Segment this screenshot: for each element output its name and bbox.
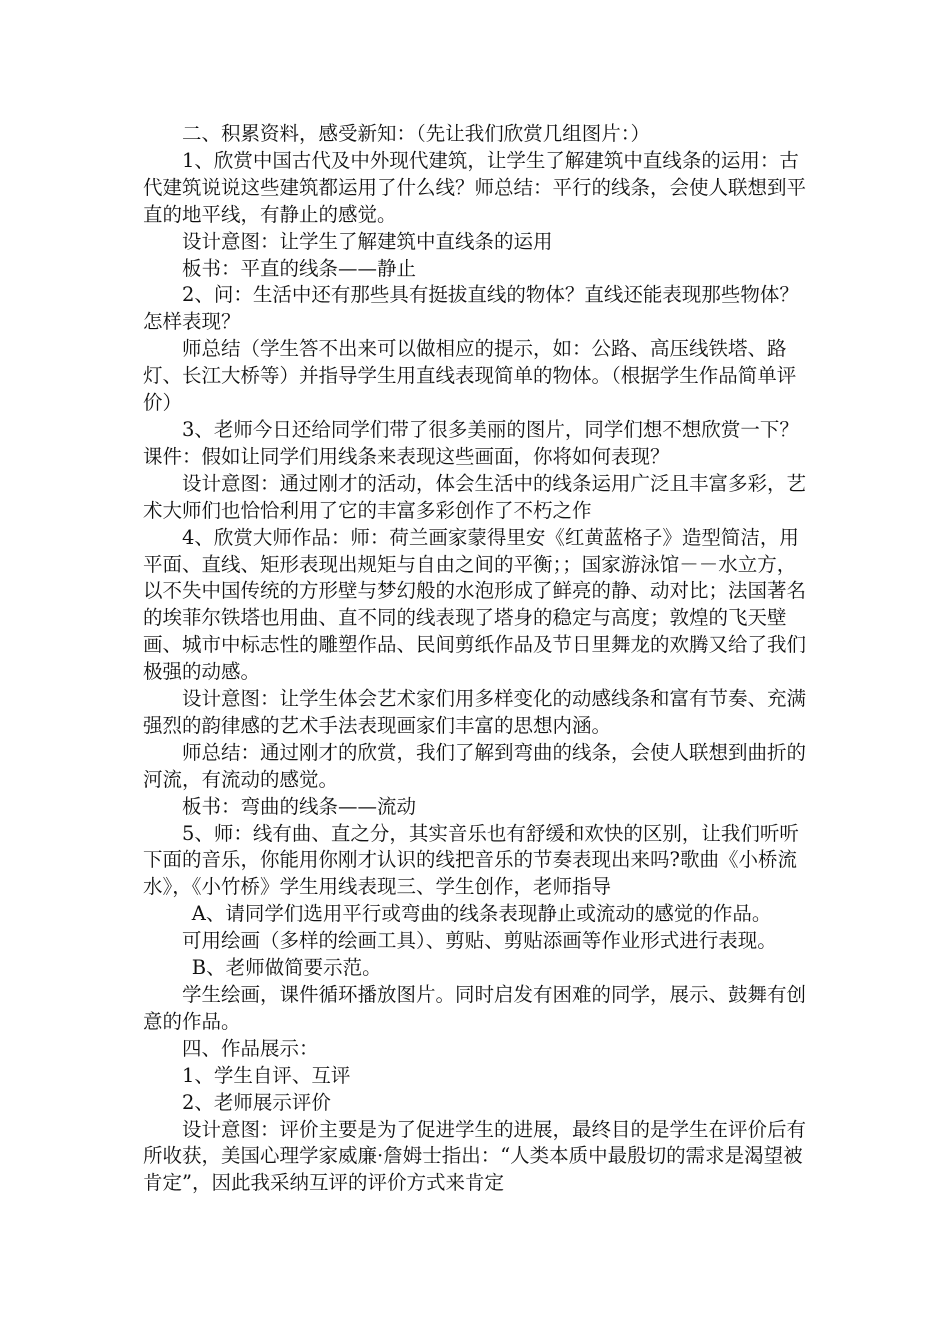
design-intent-4: 设计意图：评价主要是为了促进学生的进展，最终目的是学生在评价后有所收获，美国心理学家威廉·詹姆士指出：“人类本质中最殷切的需求是渴望被肯定”，因此我采纳互评的评价方式来肯定	[143, 1117, 807, 1195]
teacher-summary-1: 师总结（学生答不出来可以做相应的提示，如：公路、高压线铁塔、路灯、长江大桥等）并指导学生用直线表现简单的物体。（根据学生作品简单评价）	[143, 337, 797, 415]
design-intent-3: 设计意图：让学生体会艺术家们用多样变化的动感线条和富有节奏、充满强烈的韵律感的艺术手法表现画家们丰富的思想内涵。	[143, 687, 807, 737]
teacher-summary-2: 师总结：通过刚才的欣赏，我们了解到弯曲的线条，会使人联想到曲折的河流，有流动的感觉。	[143, 740, 807, 791]
document-body	[143, 121, 815, 1197]
section-heading-two: 二、积累资料，感受新知：（先让我们欣赏几组图片：）	[182, 122, 651, 145]
step-a: A、请同学们选用平行或弯曲的线条表现静止或流动的感觉的作品。	[191, 902, 772, 926]
step-b: B、老师做简要示范。	[191, 956, 382, 980]
paragraph-item-2: 2、问：生活中还有那些具有挺拔直线的物体？直线还能表现那些物体？怎样表现？	[143, 283, 799, 334]
evaluation-item-2: 2、老师展示评价	[182, 1090, 331, 1114]
design-intent-2: 设计意图：通过刚才的活动，体会生活中的线条运用广泛且丰富多彩，艺术大师们也恰恰利用了它的丰富多彩创作了不朽之作	[143, 471, 807, 522]
board-note-2: 板书：弯曲的线条——流动	[182, 794, 417, 818]
board-note-1: 板书：平直的线条——静止	[182, 256, 417, 280]
paragraph-item-4: 4、欣赏大师作品：师：荷兰画家蒙得里安《红黄蓝格子》造型简洁，用平面、直线、矩形表现出规矩与自由之间的平衡；；国家游泳馆－－水立方，以不失中国传统的方形壁与梦幻般的水泡形成了鲜亮的静、动对比；法国著名的埃菲尔铁塔也用曲、直不同的线表现了塔身的稳定与高度；敦煌的飞天壁画、城市中标志性的雕塑作品、民间剪纸作品及节日里舞龙的欢腾又给了我们极强的动感。	[143, 525, 807, 684]
section-heading-four: 四、作品展示：	[182, 1036, 319, 1060]
evaluation-item-1: 1、学生自评、互评	[182, 1063, 351, 1087]
paragraph-item-5: 5、师：线有曲、直之分，其实音乐也有舒缓和欢快的区别，让我们听听下面的音乐，你能用你刚才认识的线把音乐的节奏表现出来吗?歌曲《小桥流水》，《小竹桥》学生用线表现三、学生创作，老师指导	[143, 821, 799, 899]
paragraph-item-3: 3、老师今日还给同学们带了很多美丽的图片，同学们想不想欣赏一下？课件：假如让同学们用线条来表现这些画面，你将如何表现？	[143, 417, 799, 468]
method-note: 可用绘画（多样的绘画工具）、剪贴、剪贴添画等作业形式进行表现。	[182, 929, 777, 953]
design-intent-1: 设计意图：让学生了解建筑中直线条的运用	[182, 229, 553, 253]
paragraph-item-1: 1、欣赏中国古代及中外现代建筑，让学生了解建筑中直线条的运用：古代建筑说说这些建筑都运用了什么线？师总结：平行的线条，会使人联想到平直的地平线，有静止的感觉。	[143, 148, 807, 226]
student-drawing-note: 学生绘画，课件循环播放图片。同时启发有困难的同学，展示、鼓舞有创意的作品。	[143, 983, 807, 1033]
